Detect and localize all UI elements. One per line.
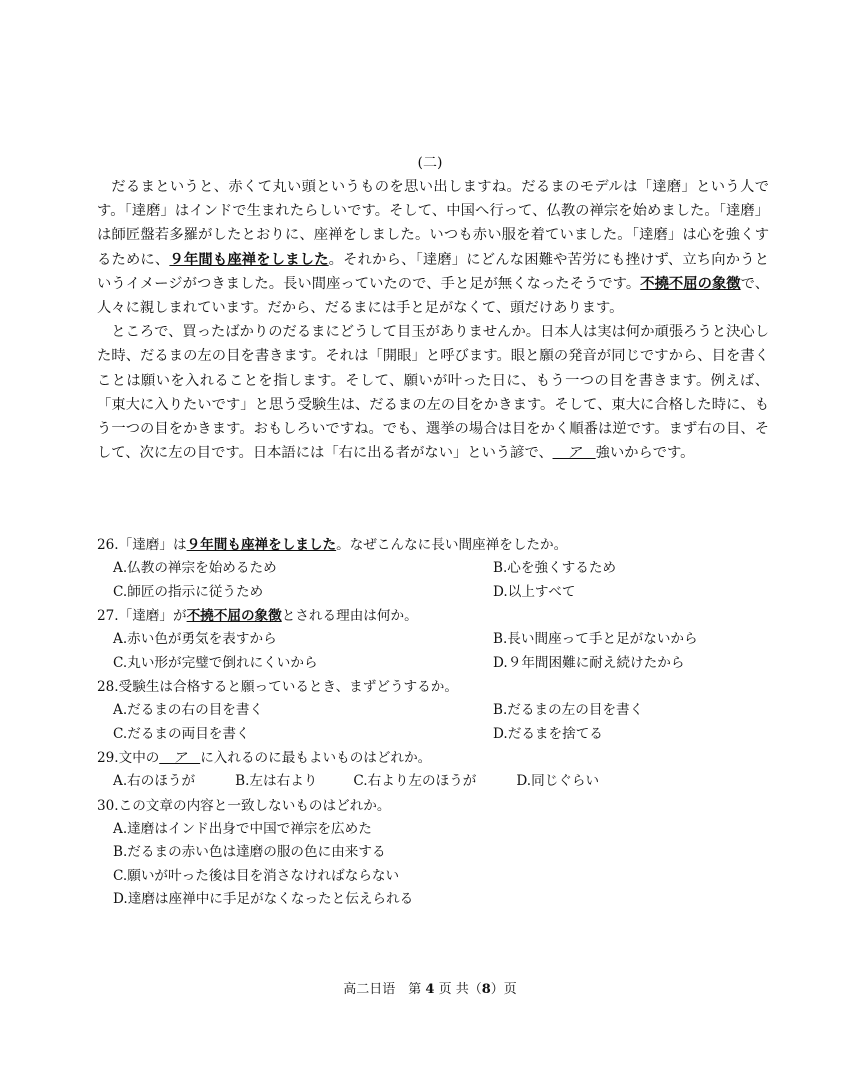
question-number: 29. [97,750,119,766]
option-c: C.だるまの両目を書く [113,725,250,742]
question-27 [97,604,777,628]
total-pages: 8 [481,982,491,997]
option-d: D.達磨は座禅中に手足がなくなったと伝えられる [113,891,414,907]
option-a: A.達磨はインド出身で中国で禅宗を広めた [113,820,372,837]
section-title: (二) [417,155,443,171]
question-30 [97,794,777,818]
option-d: D.以上すべて [493,583,576,600]
blank-a: ＿ア＿ [159,750,201,766]
passage-text: 強いからです。 [595,445,695,462]
question-28 [97,675,777,699]
option-c: C.師匠の指示に従うため [113,583,264,600]
option-a: A.だるまの右の目を書く [113,702,264,718]
option-d: D.だるまを捨てる [493,725,603,742]
page-footer [0,978,860,997]
question-text: とされる理由は何か。 [281,608,418,624]
question-text: 「達磨」が [118,608,187,624]
option-d: D.同じぐらい [516,773,600,789]
footer-text: 页 共（ [438,982,482,997]
option-c: C.願いが叶った後は目を消さなければならない [113,867,400,884]
question-underline: ９年間も座禅をしました [186,537,337,553]
option-row [97,723,777,747]
option-row [97,770,777,794]
footer-text: ）页 [490,982,517,997]
passage-paragraph-1 [97,175,769,320]
option-row [97,628,777,652]
reading-passage [97,175,769,465]
option-b: B.だるまの赤い色は達磨の服の色に由来する [113,844,386,860]
option-row [97,652,777,676]
page-number: 4 [425,982,435,997]
option-b: B.長い間座って手と足がないから [493,631,698,647]
underlined-phrase-1: ９年間も座禅をしました [169,251,329,268]
option-b: B.左は右より [235,773,318,789]
option-a: A.右のほうが [113,773,196,789]
question-list [97,533,777,912]
passage-text: 。それから、「達磨」にどんな困難や苦労にも挫けず、立ち向かうというイメージがつきました。長い間座っていたので、手と足が無くなったそうです。 [97,251,770,292]
blank-a: ＿ア＿ [552,445,596,462]
question-number: 26. [97,537,119,553]
question-number: 28. [97,679,119,695]
footer-text: 高二日语 第 [343,982,422,997]
question-number: 27. [97,608,119,624]
passage-text: だるまというと、赤くて丸い頭というものを思い出しますね。だるまのモデルは「達磨」という人です。「達磨」はインドで生まれたらしいです。そして、中国へ行って、仏教の禅宗を始めました。「達磨」は師匠盤若多羅がしたとおりに、座禅をしました。いつも赤い服を着ていました。「達磨」は心を強くするために、 [97,179,769,268]
passage-text: で、人々に親しまれています。だから、だるまには手と足がなくて、頭だけあります。 [97,275,770,317]
underlined-phrase-2: 不撓不屈の象徴 [640,275,741,292]
passage-text: ところで、買ったばかりのだるまにどうして目玉がありませんか。日本人は実は何か頑張ろうと決心した時、だるまの左の目を書きます。それは「開眼」と呼びます。眼と願の発音が同じですから、目を書くことは願いを入れることを指します。そして、願いが叶った日に、もう一つの目を書きます。例えば、「東大に入りたいです」と思う受験生は、だるまの左の目をかきます。そして、東大に合格した時に、もう一つの目をかきます。おもしろいですね。でも、選挙の場合は目をかく順番は逆です。まず右の目、そして、次に左の目です。日本語には「右に出る者がない」という諺で、 [97,324,769,462]
question-number: 30. [97,797,119,814]
question-29 [97,746,777,770]
option-row [97,699,777,723]
question-underline: 不撓不屈の象徴 [186,608,282,624]
question-text: 。なぜこんなに長い間座禅をしたか。 [336,537,568,553]
option-d: D.９年間困難に耐え続けたから [493,654,685,671]
option-a: A.赤い色が勇気を表すから [113,631,277,647]
question-text: 文中の [118,750,160,766]
passage-paragraph-2 [97,320,769,465]
option-b: B.心を強くするため [493,560,617,576]
question-text: この文章の内容と一致しないものはどれか。 [118,797,391,814]
question-text: 受験生は合格すると願っているとき、まずどうするか。 [118,679,458,695]
question-text: に入れるのに最もよいものはどれか。 [200,750,432,766]
option-c: C.右より左のほうが [353,773,477,789]
option-b: B.だるまの左の目を書く [493,702,644,718]
option-c: C.丸い形が完璧で倒れにくいから [113,654,318,671]
question-text: 「達磨」は [118,537,187,553]
option-row [97,581,777,605]
option-a: A.仏教の禅宗を始めるため [113,560,277,576]
question-26 [97,533,777,557]
option-row [97,557,777,581]
